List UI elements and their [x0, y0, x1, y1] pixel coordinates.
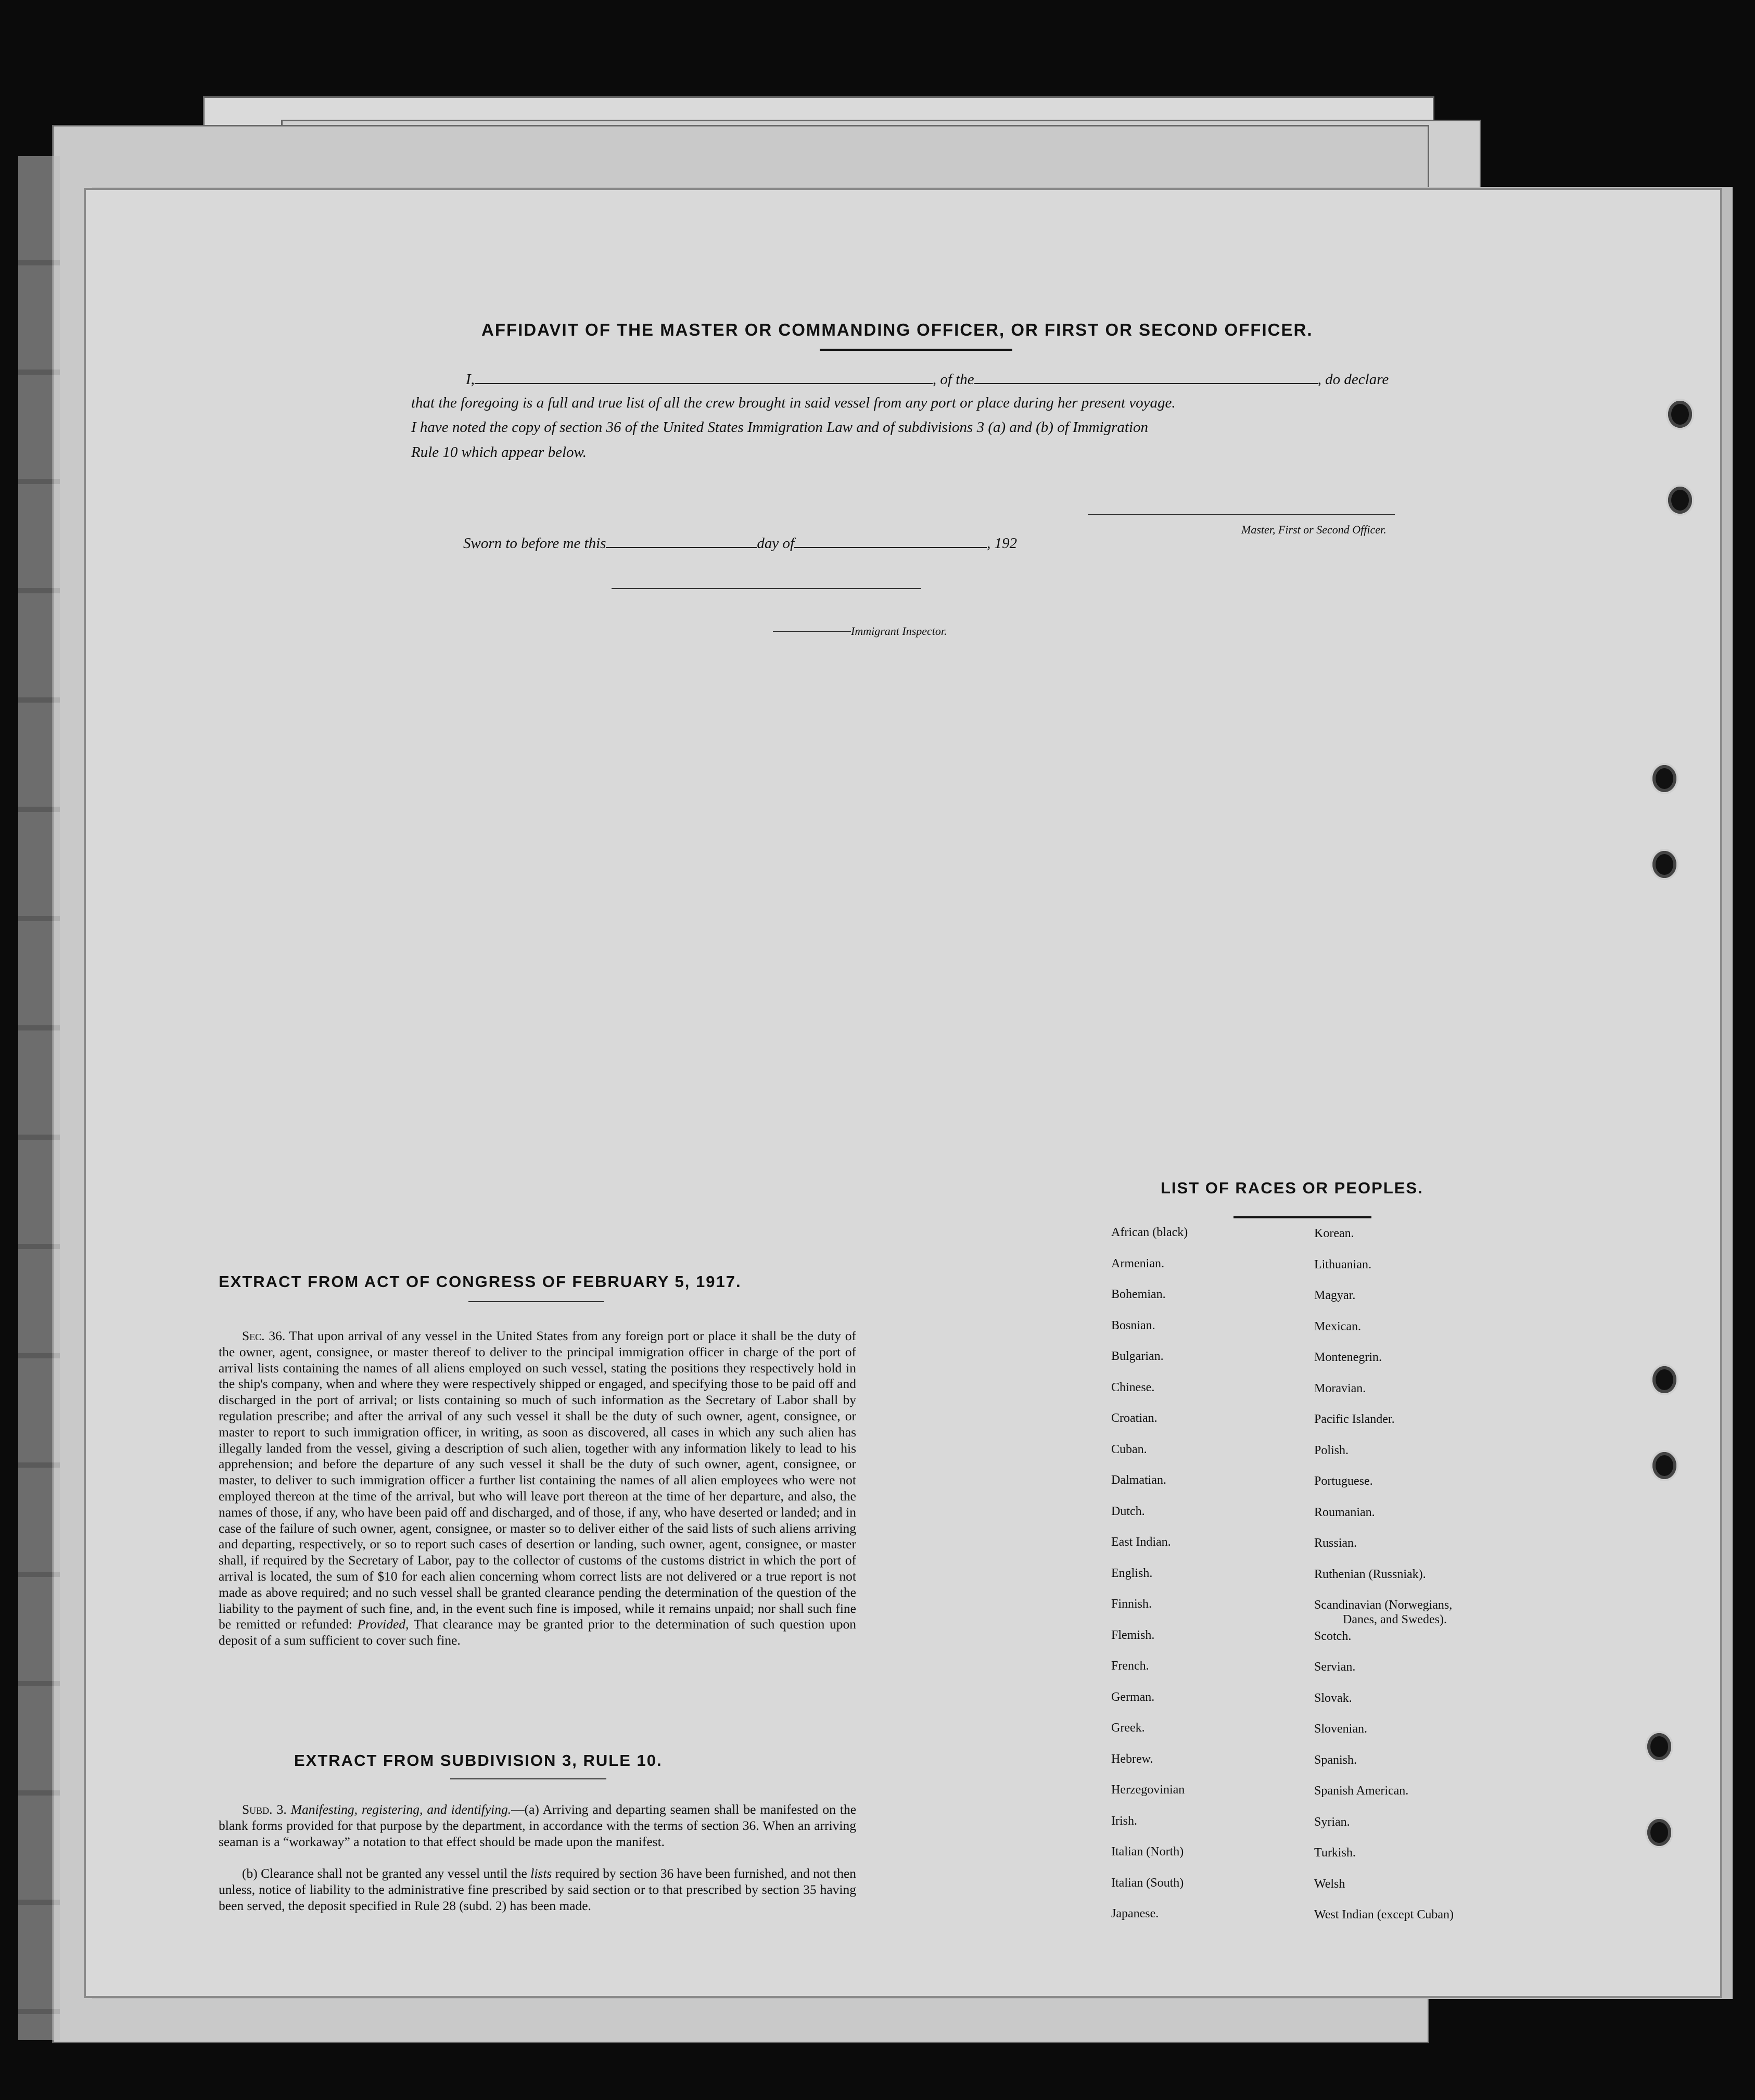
race-item: Montenegrin.	[1314, 1351, 1382, 1364]
races-title-underline	[1233, 1216, 1371, 1218]
race-item: Moravian.	[1314, 1381, 1366, 1395]
race-item: Italian (South)	[1111, 1876, 1184, 1890]
act-section-36-text: Sec. 36. That upon arrival of any vessel in the United States from any foreign port or place it shall be the duty of the owner, agent, consignee, or master thereof to deliver to the principal immigration officer in charge of the port of arrival lists containing the names of all aliens employed on such vessel, stating the positions they respectively hold in the ship's company, when and where they were respectively shipped or engaged, and specifying those to be paid off and discharged in the port of arrival; or lists containing so much of such information as the Secretary of Labor shall by regulation prescribe; and after the arrival of any such vessel it shall be the duty of such owner, agent, consignee, or master to report to such immigration officer, in writing, as soon as discovered, all cases in which any such alien has illegally landed from the vessel, giving a description of such alien, together with any information likely to lead to his apprehension; and before the departure of any such vessel it shall be the duty of such owner, agent, consignee, or master, to deliver to such immigration officer a further list containing the names of all alien employees who were not employed thereon at the time of the arrival, but who will leave port thereon at the time of her departure, and also, the names of those, if any, who have been paid off and discharged, and of those, if any, who have deserted or landed; and in case of the failure of such owner, agent, consignee, or master so to deliver either of the said lists of such aliens arriving and departing, respectively, or so to report such cases of desertion or landing, such owner, agent, consignee, or master shall, if required by the Secretary of Labor, pay to the collector of customs of the customs district in which the port of arrival is located, the sum of $10 for each alien concerning whom correct lists are not delivered or a true report is not made as above required; and no such vessel shall be granted clearance pending the determination of the question of the liability to the payment of such fine, and, in the event such fine is imposed, while it remains unpaid; nor shall such fine be remitted or refunded: Provided, That clearance may be granted prior to the determination of such question upon deposit of a sum sufficient to cover such fine.	[219, 1328, 857, 1648]
race-item: Scandinavian (Norwegians,	[1314, 1598, 1453, 1612]
master-signature-line	[1088, 514, 1395, 515]
race-item: Croatian.	[1111, 1411, 1158, 1425]
punch-hole	[1668, 487, 1692, 514]
affidavit-title: AFFIDAVIT OF THE MASTER OR COMMANDING OFFICER, OR FIRST OR SECOND OFFICER.	[481, 320, 1313, 339]
punch-hole	[1652, 1366, 1676, 1393]
race-item: Japanese.	[1111, 1907, 1159, 1920]
affidavit-line-1: I, , of the , do declare	[466, 370, 1389, 388]
title-underline	[820, 349, 1012, 351]
rule-extract-title: EXTRACT FROM SUBDIVISION 3, RULE 10.	[294, 1751, 663, 1770]
race-item: Cuban.	[1111, 1442, 1147, 1456]
race-item: Mexican.	[1314, 1319, 1361, 1333]
race-item: Roumanian.	[1314, 1505, 1375, 1519]
race-item: Slovak.	[1314, 1691, 1352, 1705]
race-item: Servian.	[1314, 1660, 1356, 1674]
inspector-signature-line	[612, 588, 921, 589]
race-item: Italian (North)	[1111, 1845, 1184, 1859]
affidavit-line-3: I have noted the copy of section 36 of the United States Immigration Law and of subdivisions 3 (a) and (b) of Immigration	[411, 419, 1149, 436]
race-item: Armenian.	[1111, 1256, 1164, 1270]
race-item: Ruthenian (Russniak).	[1314, 1567, 1426, 1581]
race-item: Hebrew.	[1111, 1752, 1153, 1766]
punch-hole	[1652, 1452, 1676, 1479]
act-extract-title: EXTRACT FROM ACT OF CONGRESS OF FEBRUARY 5, 1917.	[219, 1272, 742, 1291]
document-page	[86, 190, 1720, 1996]
punch-hole	[1668, 401, 1692, 428]
sworn-line: Sworn to before me this day of , 192	[463, 533, 1017, 552]
races-title: LIST OF RACES OR PEOPLES.	[1161, 1179, 1423, 1197]
race-item: English.	[1111, 1566, 1153, 1580]
race-item: Greek.	[1111, 1721, 1145, 1735]
punch-hole	[1652, 851, 1676, 878]
act-title-rule	[468, 1301, 604, 1302]
race-item: East Indian.	[1111, 1535, 1171, 1549]
punch-hole	[1652, 765, 1676, 792]
race-item: Spanish.	[1314, 1753, 1357, 1767]
race-item: Dalmatian.	[1111, 1473, 1166, 1487]
race-item: Bohemian.	[1111, 1288, 1166, 1301]
master-caption: Master, First or Second Officer.	[1241, 523, 1387, 536]
race-item: Pacific Islander.	[1314, 1412, 1395, 1426]
race-item: French.	[1111, 1659, 1149, 1673]
rule-part-a-text: Subd. 3. Manifesting, registering, and identifying.—(a) Arriving and departing seamen shall be manifested on the blank forms provided for that purpose by the department, in accordance with the terms of section 36. When an arriving seaman is a “workaway” a notation to that effect should be made upon the manifest.	[219, 1802, 857, 1849]
affidavit-line-4: Rule 10 which appear below.	[411, 444, 587, 461]
race-item: Chinese.	[1111, 1380, 1155, 1394]
race-item: Scotch.	[1314, 1629, 1352, 1643]
race-item: Dutch.	[1111, 1504, 1145, 1518]
race-item: Finnish.	[1111, 1597, 1152, 1611]
race-item: Magyar.	[1314, 1289, 1356, 1302]
race-item: Danes, and Swedes).	[1343, 1613, 1447, 1626]
race-item: Russian.	[1314, 1536, 1357, 1550]
race-item: Korean.	[1314, 1227, 1354, 1240]
affidavit-line-2: that the foregoing is a full and true list of all the crew brought in said vessel from any port or place during her present voyage.	[411, 394, 1176, 411]
race-item: Bosnian.	[1111, 1318, 1155, 1332]
inspector-caption: Immigrant Inspector.	[851, 625, 947, 638]
race-item: Turkish.	[1314, 1846, 1356, 1860]
race-item: Portuguese.	[1314, 1474, 1373, 1488]
race-item: Spanish American.	[1314, 1784, 1409, 1798]
race-item: Bulgarian.	[1111, 1350, 1164, 1363]
race-item: Welsh	[1314, 1877, 1345, 1891]
race-item: Irish.	[1111, 1814, 1137, 1828]
race-item: German.	[1111, 1690, 1155, 1704]
punch-hole	[1647, 1733, 1671, 1760]
race-item: Lithuanian.	[1314, 1257, 1371, 1271]
race-item: Flemish.	[1111, 1628, 1155, 1642]
inspector-caption-rule	[773, 631, 851, 632]
race-item: Polish.	[1314, 1443, 1349, 1457]
rule-part-b-text: (b) Clearance shall not be granted any vessel until the lists required by section 36 have been furnished, and not then unless, notice of liability to the administrative fine prescribed by said section or to that prescribed by section 35 having been served, the deposit specified in Rule 28 (subd. 2) has been made.	[219, 1866, 857, 1913]
race-item: Syrian.	[1314, 1815, 1350, 1829]
punch-hole	[1647, 1819, 1671, 1846]
rule-title-rule	[450, 1778, 606, 1779]
race-item: African (black)	[1111, 1226, 1188, 1239]
race-item: West Indian (except Cuban)	[1314, 1908, 1454, 1921]
race-item: Slovenian.	[1314, 1722, 1367, 1736]
binder-spine	[18, 156, 60, 2040]
race-item: Herzegovinian	[1111, 1783, 1185, 1797]
